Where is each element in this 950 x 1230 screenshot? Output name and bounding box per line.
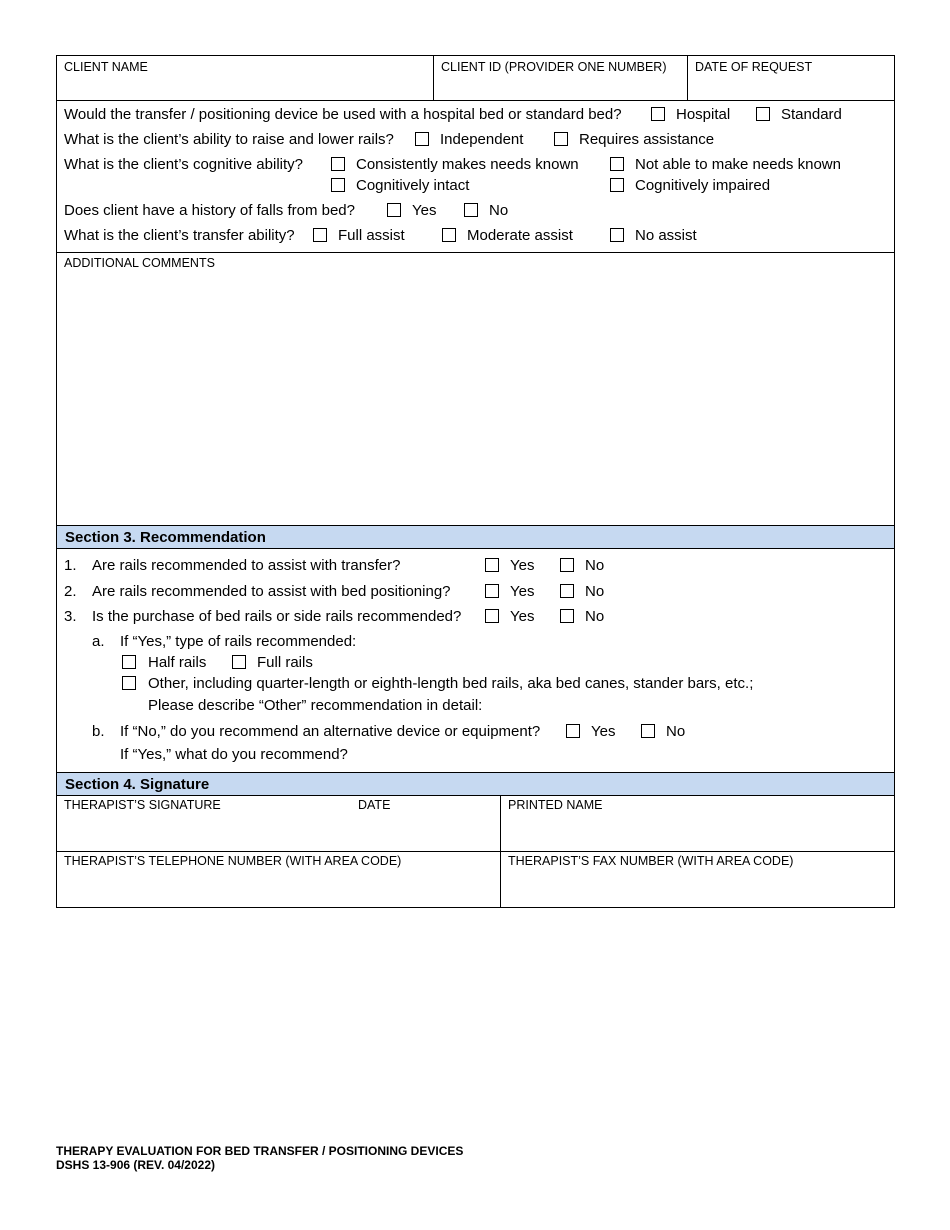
rec-3-no-label: No — [585, 608, 605, 625]
rec-3-number: 3. — [64, 608, 77, 625]
sub-b-letter: b. — [92, 723, 105, 740]
falls-yes-label: Yes — [412, 202, 437, 219]
hospital-checkbox[interactable] — [651, 107, 665, 121]
requires-assistance-label: Requires assistance — [579, 131, 715, 148]
standard-label: Standard — [781, 106, 842, 123]
rec-1-question: Are rails recommended to assist with transfer? — [92, 557, 401, 574]
rec-3-yes-checkbox[interactable] — [485, 609, 499, 623]
alt-device-followup: If “Yes,” what do you recommend? — [120, 746, 348, 763]
requires-assistance-checkbox[interactable] — [554, 132, 568, 146]
rec-1-yes-label: Yes — [510, 557, 535, 574]
form-number: DSHS 13-906 (REV. 04/2022) — [56, 1158, 215, 1172]
header-divider-2 — [687, 55, 688, 100]
therapist-signature-label: THERAPIST’S SIGNATURE — [64, 798, 221, 812]
cognitive-question: What is the client’s cognitive ability? — [64, 156, 304, 173]
hospital-label: Hospital — [676, 106, 731, 123]
sub-a-letter: a. — [92, 633, 105, 650]
makes-needs-known-label: Consistently makes needs known — [356, 156, 579, 173]
alt-device-yes-checkbox[interactable] — [566, 724, 580, 738]
form-title: THERAPY EVALUATION FOR BED TRANSFER / POSITIONING DEVICES — [56, 1144, 464, 1158]
rec-1-no-label: No — [585, 557, 605, 574]
cognitively-impaired-label: Cognitively impaired — [635, 177, 771, 194]
client-name-label: CLIENT NAME — [64, 60, 148, 74]
full-rails-label: Full rails — [257, 654, 313, 671]
not-able-needs-known-checkbox[interactable] — [610, 157, 624, 171]
additional-comments-label: ADDITIONAL COMMENTS — [64, 256, 215, 270]
date-of-request-label: DATE OF REQUEST — [695, 60, 813, 74]
alt-device-no-label: No — [666, 723, 686, 740]
moderate-assist-checkbox[interactable] — [442, 228, 456, 242]
frame-top — [56, 55, 895, 56]
comments-top — [56, 252, 895, 253]
therapist-telephone-label: THERAPIST’S TELEPHONE NUMBER (WITH AREA CODE) — [64, 854, 402, 868]
telephone-field[interactable] — [58, 869, 498, 905]
rec-1-yes-checkbox[interactable] — [485, 558, 499, 572]
rec-2-no-label: No — [585, 583, 605, 600]
rec-2-yes-checkbox[interactable] — [485, 584, 499, 598]
no-assist-label: No assist — [635, 227, 697, 244]
rec-1-no-checkbox[interactable] — [560, 558, 574, 572]
full-assist-label: Full assist — [338, 227, 405, 244]
rec-3-yes-label: Yes — [510, 608, 535, 625]
rec-3-question: Is the purchase of bed rails or side rails recommended? — [92, 608, 462, 625]
sub-a-question: If “Yes,” type of rails recommended: — [120, 633, 357, 650]
full-rails-checkbox[interactable] — [232, 655, 246, 669]
client-id-label: CLIENT ID (PROVIDER ONE NUMBER) — [441, 60, 667, 74]
frame-right — [894, 55, 895, 908]
alt-device-no-checkbox[interactable] — [641, 724, 655, 738]
half-rails-label: Half rails — [148, 654, 207, 671]
cognitively-intact-checkbox[interactable] — [331, 178, 345, 192]
cognitively-intact-label: Cognitively intact — [356, 177, 470, 194]
falls-question: Does client have a history of falls from bed? — [64, 202, 355, 219]
other-rails-checkbox[interactable] — [122, 676, 136, 690]
falls-yes-checkbox[interactable] — [387, 203, 401, 217]
sub-b-question: If “No,” do you recommend an alternative device or equipment? — [120, 723, 541, 740]
half-rails-checkbox[interactable] — [122, 655, 136, 669]
independent-checkbox[interactable] — [415, 132, 429, 146]
independent-label: Independent — [440, 131, 524, 148]
section4-row-divider — [56, 851, 895, 852]
signature-date-label: DATE — [358, 798, 391, 812]
section4-title: Section 4. Signature — [65, 776, 210, 793]
printed-name-label: PRINTED NAME — [508, 798, 603, 812]
cognitively-impaired-checkbox[interactable] — [610, 178, 624, 192]
additional-comments-field[interactable] — [58, 272, 892, 524]
alt-device-yes-label: Yes — [591, 723, 616, 740]
standard-checkbox[interactable] — [756, 107, 770, 121]
rec-3-no-checkbox[interactable] — [560, 609, 574, 623]
other-describe-label: Please describe “Other” recommendation in detail: — [148, 697, 483, 714]
falls-no-checkbox[interactable] — [464, 203, 478, 217]
rec-1-number: 1. — [64, 557, 77, 574]
moderate-assist-label: Moderate assist — [467, 227, 573, 244]
transfer-question: What is the client’s transfer ability? — [64, 227, 295, 244]
section3-title: Section 3. Recommendation — [65, 529, 266, 546]
rec-2-no-checkbox[interactable] — [560, 584, 574, 598]
header-divider-1 — [433, 55, 434, 100]
therapist-fax-label: THERAPIST’S FAX NUMBER (WITH AREA CODE) — [508, 854, 794, 868]
header-bottom — [56, 100, 895, 101]
frame-bottom — [56, 907, 895, 908]
makes-needs-known-checkbox[interactable] — [331, 157, 345, 171]
full-assist-checkbox[interactable] — [313, 228, 327, 242]
printed-name-field[interactable] — [502, 813, 892, 849]
section4-header — [57, 773, 894, 795]
rec-2-number: 2. — [64, 583, 77, 600]
section4-header-bottom — [56, 795, 895, 796]
no-assist-checkbox[interactable] — [610, 228, 624, 242]
other-rails-label: Other, including quarter-length or eighth-length bed rails, aka bed canes, stander bars, etc.; — [148, 675, 754, 692]
signature-field[interactable] — [58, 813, 498, 849]
bed-type-question: Would the transfer / positioning device be used with a hospital bed or standard bed? — [64, 106, 622, 123]
rec-2-question: Are rails recommended to assist with bed positioning? — [92, 583, 451, 600]
rails-question: What is the client’s ability to raise and lower rails? — [64, 131, 394, 148]
not-able-needs-known-label: Not able to make needs known — [635, 156, 841, 173]
falls-no-label: No — [489, 202, 509, 219]
section3-header-bottom — [56, 548, 895, 549]
fax-field[interactable] — [502, 869, 892, 905]
rec-2-yes-label: Yes — [510, 583, 535, 600]
section3-header — [57, 526, 894, 548]
